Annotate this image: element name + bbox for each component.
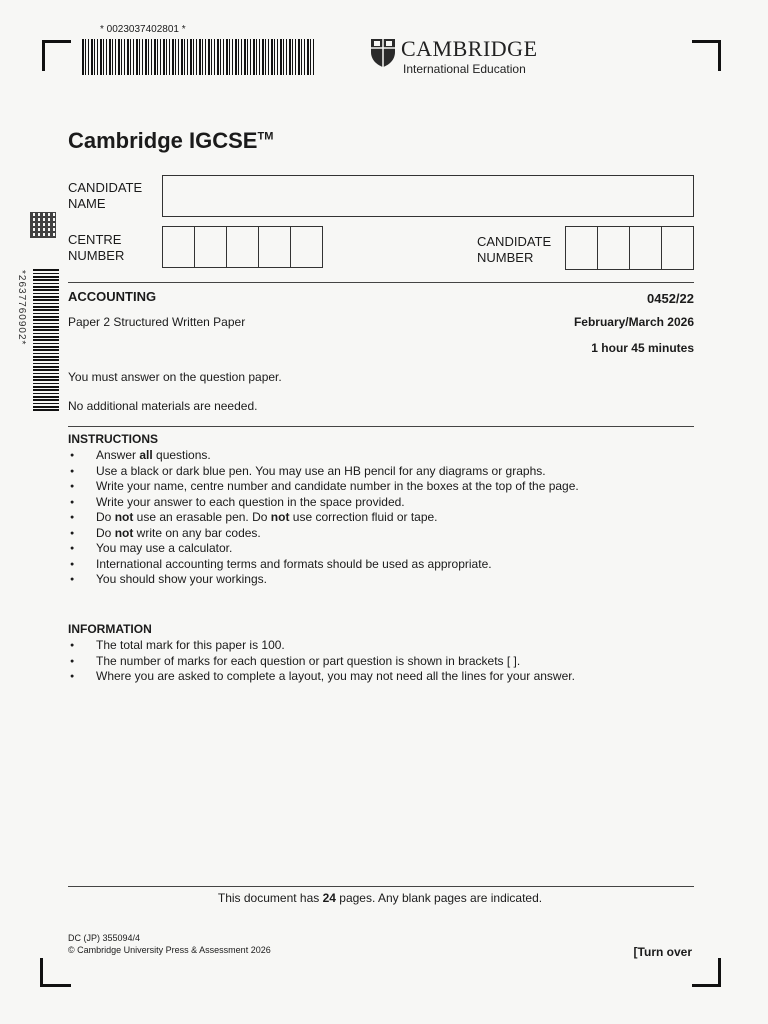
centre-digit-box[interactable] — [194, 227, 226, 267]
top-barcode — [82, 39, 314, 75]
logo-name: CAMBRIDGE — [401, 36, 538, 61]
barcode-number: * 0023037402801 * — [100, 24, 186, 35]
candidate-digit-box[interactable] — [597, 227, 629, 269]
qualification-text: Cambridge IGCSE — [68, 128, 258, 153]
crest-icon — [370, 38, 396, 68]
instruction-item: ● Write your name, centre number and candidate number in the boxes at the top of the page. — [68, 479, 694, 495]
centre-number-boxes[interactable] — [162, 226, 323, 268]
candidate-name-label-line1: CANDIDATE — [68, 180, 143, 195]
materials-note: No additional materials are needed. — [68, 399, 258, 413]
candidate-digit-box[interactable] — [661, 227, 693, 269]
side-barcode — [33, 268, 59, 411]
trademark: TM — [257, 130, 274, 143]
paper-title: Paper 2 Structured Written Paper — [68, 315, 246, 329]
candidate-number-label-line2: NUMBER — [477, 250, 534, 265]
divider-top — [68, 282, 694, 283]
subject: ACCOUNTING — [68, 289, 157, 304]
information-heading: INFORMATION — [68, 622, 152, 636]
instruction-item: ● You should show your workings. — [68, 572, 694, 588]
information-item: ● Where you are asked to complete a layout, you may not need all the lines for your answer. — [68, 669, 694, 685]
instruction-item: ● You may use a calculator. — [68, 541, 694, 557]
candidate-number-label — [477, 234, 551, 266]
instruction-item: ● Answer all questions. — [68, 448, 694, 464]
instruction-item: ● Do not write on any bar codes. — [68, 526, 694, 542]
side-barcode-number: *2637760902* — [16, 270, 27, 346]
candidate-name-label-line2: NAME — [68, 196, 106, 211]
document-code: DC (JP) 355094/4 — [68, 933, 141, 943]
instruction-item: ● Do not use an erasable pen. Do not use correction fluid or tape. — [68, 510, 694, 526]
divider-instructions — [68, 426, 694, 427]
centre-number-label-line1: CENTRE — [68, 232, 122, 247]
exam-duration: 1 hour 45 minutes — [591, 341, 694, 355]
turn-over: [Turn over — [633, 945, 692, 959]
corner-mark-bottom-right — [692, 958, 721, 987]
instructions-heading: INSTRUCTIONS — [68, 432, 158, 446]
cambridge-logo — [370, 36, 570, 80]
answer-note: You must answer on the question paper. — [68, 370, 282, 384]
candidate-digit-box[interactable] — [566, 227, 597, 269]
candidate-name-label — [68, 180, 142, 212]
instruction-item: ● Write your answer to each question in the space provided. — [68, 495, 694, 511]
information-item: ● The total mark for this paper is 100. — [68, 638, 694, 654]
paper-code: 0452/22 — [647, 291, 694, 306]
instruction-item: ● Use a black or dark blue pen. You may use an HB pencil for any diagrams or graphs. — [68, 464, 694, 480]
centre-digit-box[interactable] — [290, 227, 322, 267]
candidate-number-label-line1: CANDIDATE — [477, 234, 552, 249]
qr-code — [30, 212, 56, 238]
corner-mark-top-left — [42, 40, 71, 71]
centre-digit-box[interactable] — [226, 227, 258, 267]
instruction-item: ● International accounting terms and formats should be used as appropriate. — [68, 557, 694, 573]
information-list — [68, 638, 694, 685]
centre-digit-box[interactable] — [258, 227, 290, 267]
exam-session: February/March 2026 — [573, 315, 694, 329]
centre-digit-box[interactable] — [163, 227, 194, 267]
instructions-list — [68, 448, 694, 588]
corner-mark-top-right — [692, 40, 721, 71]
copyright: © Cambridge University Press & Assessment 2026 — [68, 945, 271, 955]
page-count-note: This document has 24 pages. Any blank pages are indicated. — [217, 891, 543, 905]
candidate-name-box[interactable] — [162, 175, 694, 217]
logo-subtitle: International Education — [403, 62, 526, 76]
centre-number-label-line2: NUMBER — [68, 248, 125, 263]
divider-footer — [68, 886, 694, 887]
candidate-number-boxes[interactable] — [565, 226, 694, 270]
information-item: ● The number of marks for each question or part question is shown in brackets [ ]. — [68, 654, 694, 670]
qualification-title — [68, 128, 273, 154]
candidate-digit-box[interactable] — [629, 227, 661, 269]
centre-number-label — [68, 232, 124, 264]
corner-mark-bottom-left — [40, 958, 71, 987]
